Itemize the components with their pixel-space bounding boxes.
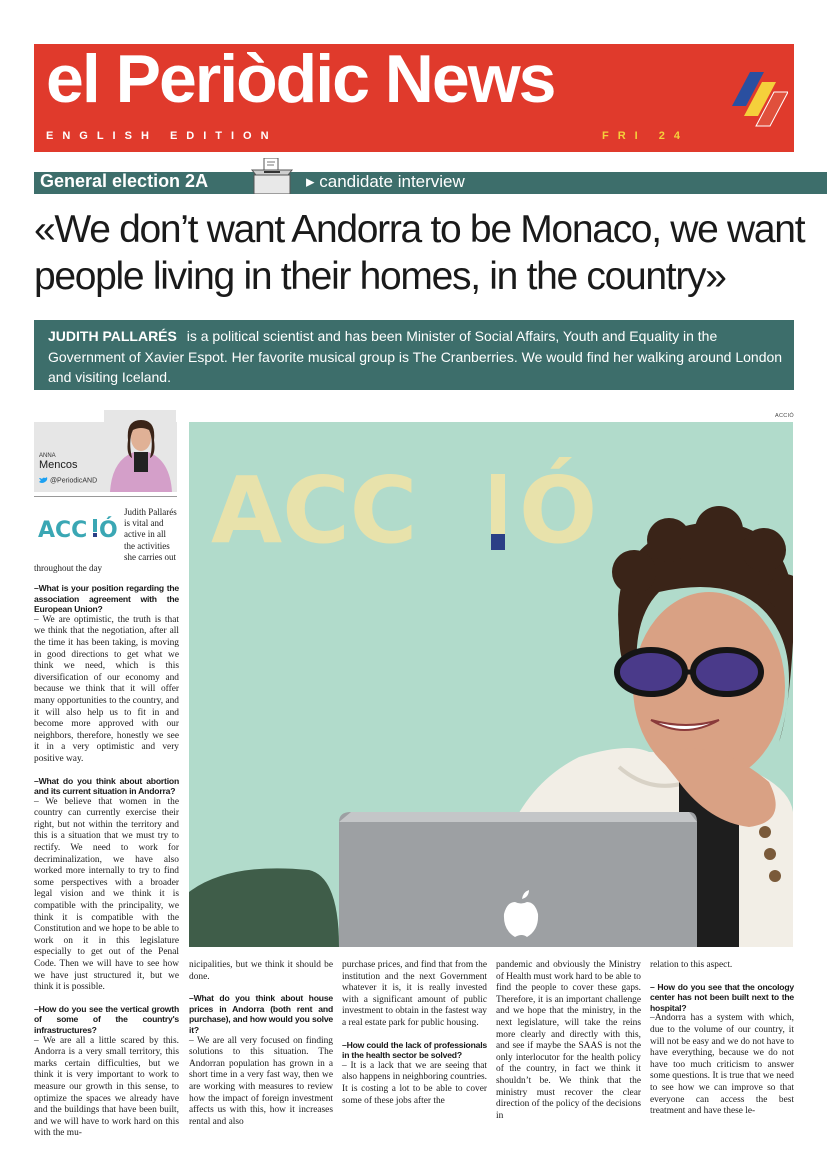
interview-answer: pandemic and obviously the Ministry of Health must work hard to be able to find the people to cover these gaps. Therefore, it is an important challenge and we hope that the ministry, in the next legislature, will take the reins more clearly and directly with this, and see if maybe the SAAS is not the only interlocutor for the health policy of the country, in fact we think it shouldn’t be. We think that the ministry must recover the clear direction of the policy of the decisions in	[496, 960, 641, 1121]
intro-text	[48, 326, 784, 388]
masthead-edition: ENGLISH EDITION	[46, 130, 278, 142]
author-handle-text: @PeriodicAND	[49, 477, 98, 485]
interview-answer: relation to this aspect.	[650, 960, 733, 970]
interview-answer: – We believe that women in the country can currently exercise their right, but not within the territory and this is a situation that we must try to rectify. We need to work for decriminalization, we have also worked more internally to try to find some perspectives with a broader legal vision and we think it is compatible with the principality, we think it is compatible with the Constitution and we hope to be able to work on it in this legislature especially to get out of the Penal Code. Then we will have to see how we have just structured it, but we think it is possible.	[34, 796, 179, 993]
interview-answer: purchase prices, and find that from the institution and the next Government whatever it is, it is really invested with a significant amount of public investment to obtain in the fastest way a real estate park for public housing.	[342, 960, 487, 1028]
intro-box	[34, 320, 794, 390]
interview-question: –How do you see the vertical growth of some of the country's infrastructures?	[34, 1003, 179, 1035]
article-column-4	[496, 960, 641, 1122]
headline: «We don’t want Andorra to be Monaco, we want people living in their homes, in the country»	[34, 208, 805, 298]
section-title: General election 2A	[40, 171, 209, 191]
article-column-5	[650, 960, 794, 1118]
svg-text:Ó: Ó	[99, 518, 118, 541]
author-photo	[104, 410, 176, 492]
flag-stripes-icon	[724, 66, 788, 138]
intro-body: is a political scientist and has been Minister of Social Affairs, Youth and Equality in the Government of Xavier Espot. Her favorite musical group is The Cranberries. We would find her walking around London and visiting Iceland.	[48, 328, 783, 385]
caption-text: Judith Pallarés is vital and active in all the activities she carries out throughout the day	[34, 507, 177, 574]
author-handle	[39, 477, 97, 484]
svg-text:ACC: ACC	[211, 457, 418, 564]
interview-answer: – We are all very focused on finding solutions to this situation. The Andorran population has grown in a short time in a very fast way, then we are working with measures to review how the impact of foreign investment affects us with this, how it increases rental and also	[189, 1035, 333, 1127]
article-column-1	[34, 583, 179, 1140]
interview-answer: – It is a lack that we are seeing that also happens in neighboring countries. It is costing a lot to be able to cover some of these jobs after the	[342, 1060, 487, 1106]
interview-answer: nicipalities, but we think it should be done.	[189, 960, 333, 982]
laptop	[339, 812, 697, 947]
ballot-box-icon	[248, 158, 296, 194]
section-bar	[34, 172, 827, 194]
author-box	[34, 422, 177, 492]
interview-question: – How do you see that the oncology center has not been built next to the hospital?	[650, 981, 794, 1013]
photo-credit: ACCIÓ	[775, 413, 794, 419]
masthead	[34, 41, 794, 152]
twitter-bird-icon	[39, 477, 48, 484]
interview-question: –What do you think about abortion and its current situation in Andorra?	[34, 775, 179, 797]
interview-answer: – We are optimistic, the truth is that we think that the negotiation, after all the time it has been taking, is moving in good directions to get what we think we need, which is this diversification of our economy and because we think that it will offer many opportunities to the country, and it will also help us to fit in and become more approved with our neighbors, therefore, honestly we see it in a very optimistic and very positive way.	[34, 614, 179, 764]
svg-text:Ó: Ó	[519, 457, 598, 564]
intro-name: JUDITH PALLARÉS	[48, 328, 177, 344]
interview-question: –How could the lack of professionals in the health sector be solved?	[342, 1039, 487, 1061]
interview-answer: – We are all a little scared by this. Andorra is a very small territory, this marks certain difficulties, but we think it is very important to work to measure our growth in this sense, to optimize the spaces we already have and the buildings that have been built, and we will have to work hard on this with the mu-	[34, 1035, 179, 1139]
wall-logo	[211, 455, 597, 564]
main-photo	[189, 422, 793, 947]
author-first-name: ANNA	[39, 453, 56, 459]
interview-answer: –Andorra has a system with which, due to the volume of our country, it will not be easy and we do not have to have everything, because we do not have too much criticism to answer some questions. It is true that we need to see how we can improve so that everyone can access the best treatment and have these le-	[650, 1013, 794, 1117]
interview-question: –What is your position regarding the association agreement with the European Union?	[34, 583, 179, 615]
interview-question: –What do you think about house prices in Andorra (both rent and purchase), and how would you solve it?	[189, 993, 333, 1035]
article-column-2	[189, 960, 333, 1128]
section-subtitle: ▸ candidate interview	[306, 172, 465, 191]
masthead-title: el Periòdic News	[46, 41, 555, 117]
article-column-3	[342, 960, 487, 1107]
accio-logo	[38, 515, 120, 541]
author-divider	[34, 496, 177, 497]
svg-text:ACC: ACC	[38, 518, 88, 541]
masthead-date: FRI 24	[602, 130, 690, 142]
author-last-name: Mencos	[39, 459, 78, 471]
